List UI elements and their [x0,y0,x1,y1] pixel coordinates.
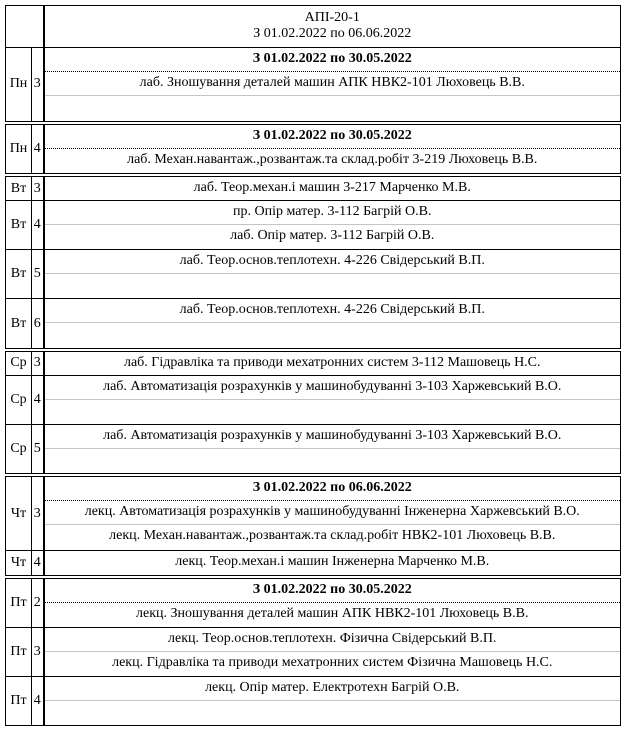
class-lines [45,48,621,121]
date-range-label: З 01.02.2022 по 30.05.2022 [45,125,621,149]
class-lines [45,477,621,550]
class-entry: лекц. Гідравліка та приводи мехатронних систем Фізична Машовець Н.С. [112,654,553,670]
header-corner [6,6,44,48]
class-cell [44,47,621,122]
schedule-row [6,627,621,676]
period-number: 6 [32,299,44,350]
class-entry: лекц. Механ.навантаж.,розвантаж.та склад.робіт НВК2-101 Люховець В.В. [109,528,556,544]
date-range-label: З 01.02.2022 по 06.06.2022 [45,477,621,501]
date-range-label: З 01.02.2022 по 30.05.2022 [45,579,621,603]
class-entry: лаб. Теор.механ.і машин 3-217 Марченко М.В. [193,179,471,195]
day-cell: Вт [6,175,32,201]
schedule-row [6,201,621,250]
class-lines [45,352,621,376]
day-cell: Пт [6,676,32,725]
class-entry: лекц. Зношування деталей машин АПК НВК2-101 Люховець В.В. [136,605,529,621]
schedule-row [6,475,621,550]
period-number: 3 [32,47,44,122]
class-lines [45,628,621,676]
class-lines [45,376,621,424]
class-entry [45,323,621,346]
period-number: 3 [32,627,44,676]
schedule-row [6,376,621,425]
class-lines [45,425,621,473]
day-cell: Вт [6,201,32,250]
period-range: З 01.02.2022 по 06.06.2022 [253,26,412,42]
day-cell: Пн [6,123,32,175]
class-entry: лекц. Автоматизація розрахунків у машинобудуванні Інженерна Харжевський В.О. [45,501,621,525]
period-number: 3 [32,175,44,201]
period-number: 3 [32,475,44,550]
class-entry: лаб. Автоматизація розрахунків у машинобудуванні 3-103 Харжевський В.О. [45,425,621,449]
class-lines [45,677,621,725]
period-number: 4 [32,551,44,577]
class-lines [45,551,621,575]
class-entry [45,274,621,297]
class-cell [44,175,621,201]
class-entry: лаб. Механ.навантаж.,розвантаж.та склад.робіт 3-219 Люховець В.В. [127,151,538,167]
class-lines [45,250,621,298]
period-number: 2 [32,577,44,628]
class-entry: пр. Опір матер. 3-112 Багрій О.В. [45,201,621,225]
period-number: 3 [32,350,44,376]
class-cell [44,376,621,425]
schedule-row [6,299,621,350]
schedule-row [6,676,621,725]
period-number: 4 [32,123,44,175]
class-cell [44,425,621,476]
schedule-table [5,5,621,726]
class-entry: лекц. Опір матер. Електротехн Багрій О.В. [45,677,621,701]
schedule-row [6,250,621,299]
schedule-body [6,6,621,726]
group-name: АПІ-20-1 [304,10,360,26]
period-number: 4 [32,376,44,425]
header-row [6,6,621,48]
schedule-row [6,551,621,577]
day-cell: Чт [6,551,32,577]
header-cell [44,6,621,48]
day-cell: Ср [6,376,32,425]
schedule-row [6,175,621,201]
class-lines [45,201,621,249]
class-entry [45,96,621,119]
class-cell [44,299,621,350]
day-cell: Пт [6,577,32,628]
day-cell: Вт [6,250,32,299]
day-cell: Ср [6,350,32,376]
class-entry: лаб. Опір матер. 3-112 Багрій О.В. [230,228,435,244]
class-lines [45,125,621,173]
class-lines [45,299,621,347]
class-entry [45,400,621,423]
date-range-label: З 01.02.2022 по 30.05.2022 [45,48,621,72]
period-number: 5 [32,250,44,299]
day-cell: Ср [6,425,32,476]
class-entry: лаб. Автоматизація розрахунків у машинобудуванні 3-103 Харжевський В.О. [45,376,621,400]
day-cell: Чт [6,475,32,550]
class-lines [45,579,621,627]
class-cell [44,123,621,175]
class-entry: лекц. Теор.механ.і машин Інженерна Марченко М.В. [175,554,490,570]
class-entry: лаб. Теор.основ.теплотехн. 4-226 Свідерський В.П. [45,299,621,323]
schedule-row [6,577,621,628]
schedule-row [6,350,621,376]
period-number: 4 [32,676,44,725]
schedule-row [6,123,621,175]
day-cell: Пт [6,627,32,676]
period-number: 4 [32,201,44,250]
class-entry [45,449,621,472]
class-entry [45,701,621,724]
class-entry: лаб. Гідравліка та приводи мехатронних систем 3-112 Машовець Н.С. [123,354,541,370]
class-lines [45,177,621,201]
day-cell: Вт [6,299,32,350]
class-cell [44,201,621,250]
class-cell [44,250,621,299]
class-entry: лаб. Зношування деталей машин АПК НВК2-101 Люховець В.В. [45,72,621,96]
class-cell [44,577,621,628]
class-cell [44,350,621,376]
class-cell [44,475,621,550]
class-entry: лекц. Теор.основ.теплотехн. Фізична Свідерський В.П. [45,628,621,652]
class-cell [44,676,621,725]
schedule-row [6,47,621,122]
schedule-row [6,425,621,476]
class-cell [44,551,621,577]
class-cell [44,627,621,676]
period-number: 5 [32,425,44,476]
class-entry: лаб. Теор.основ.теплотехн. 4-226 Свідерський В.П. [45,250,621,274]
day-cell: Пн [6,47,32,122]
